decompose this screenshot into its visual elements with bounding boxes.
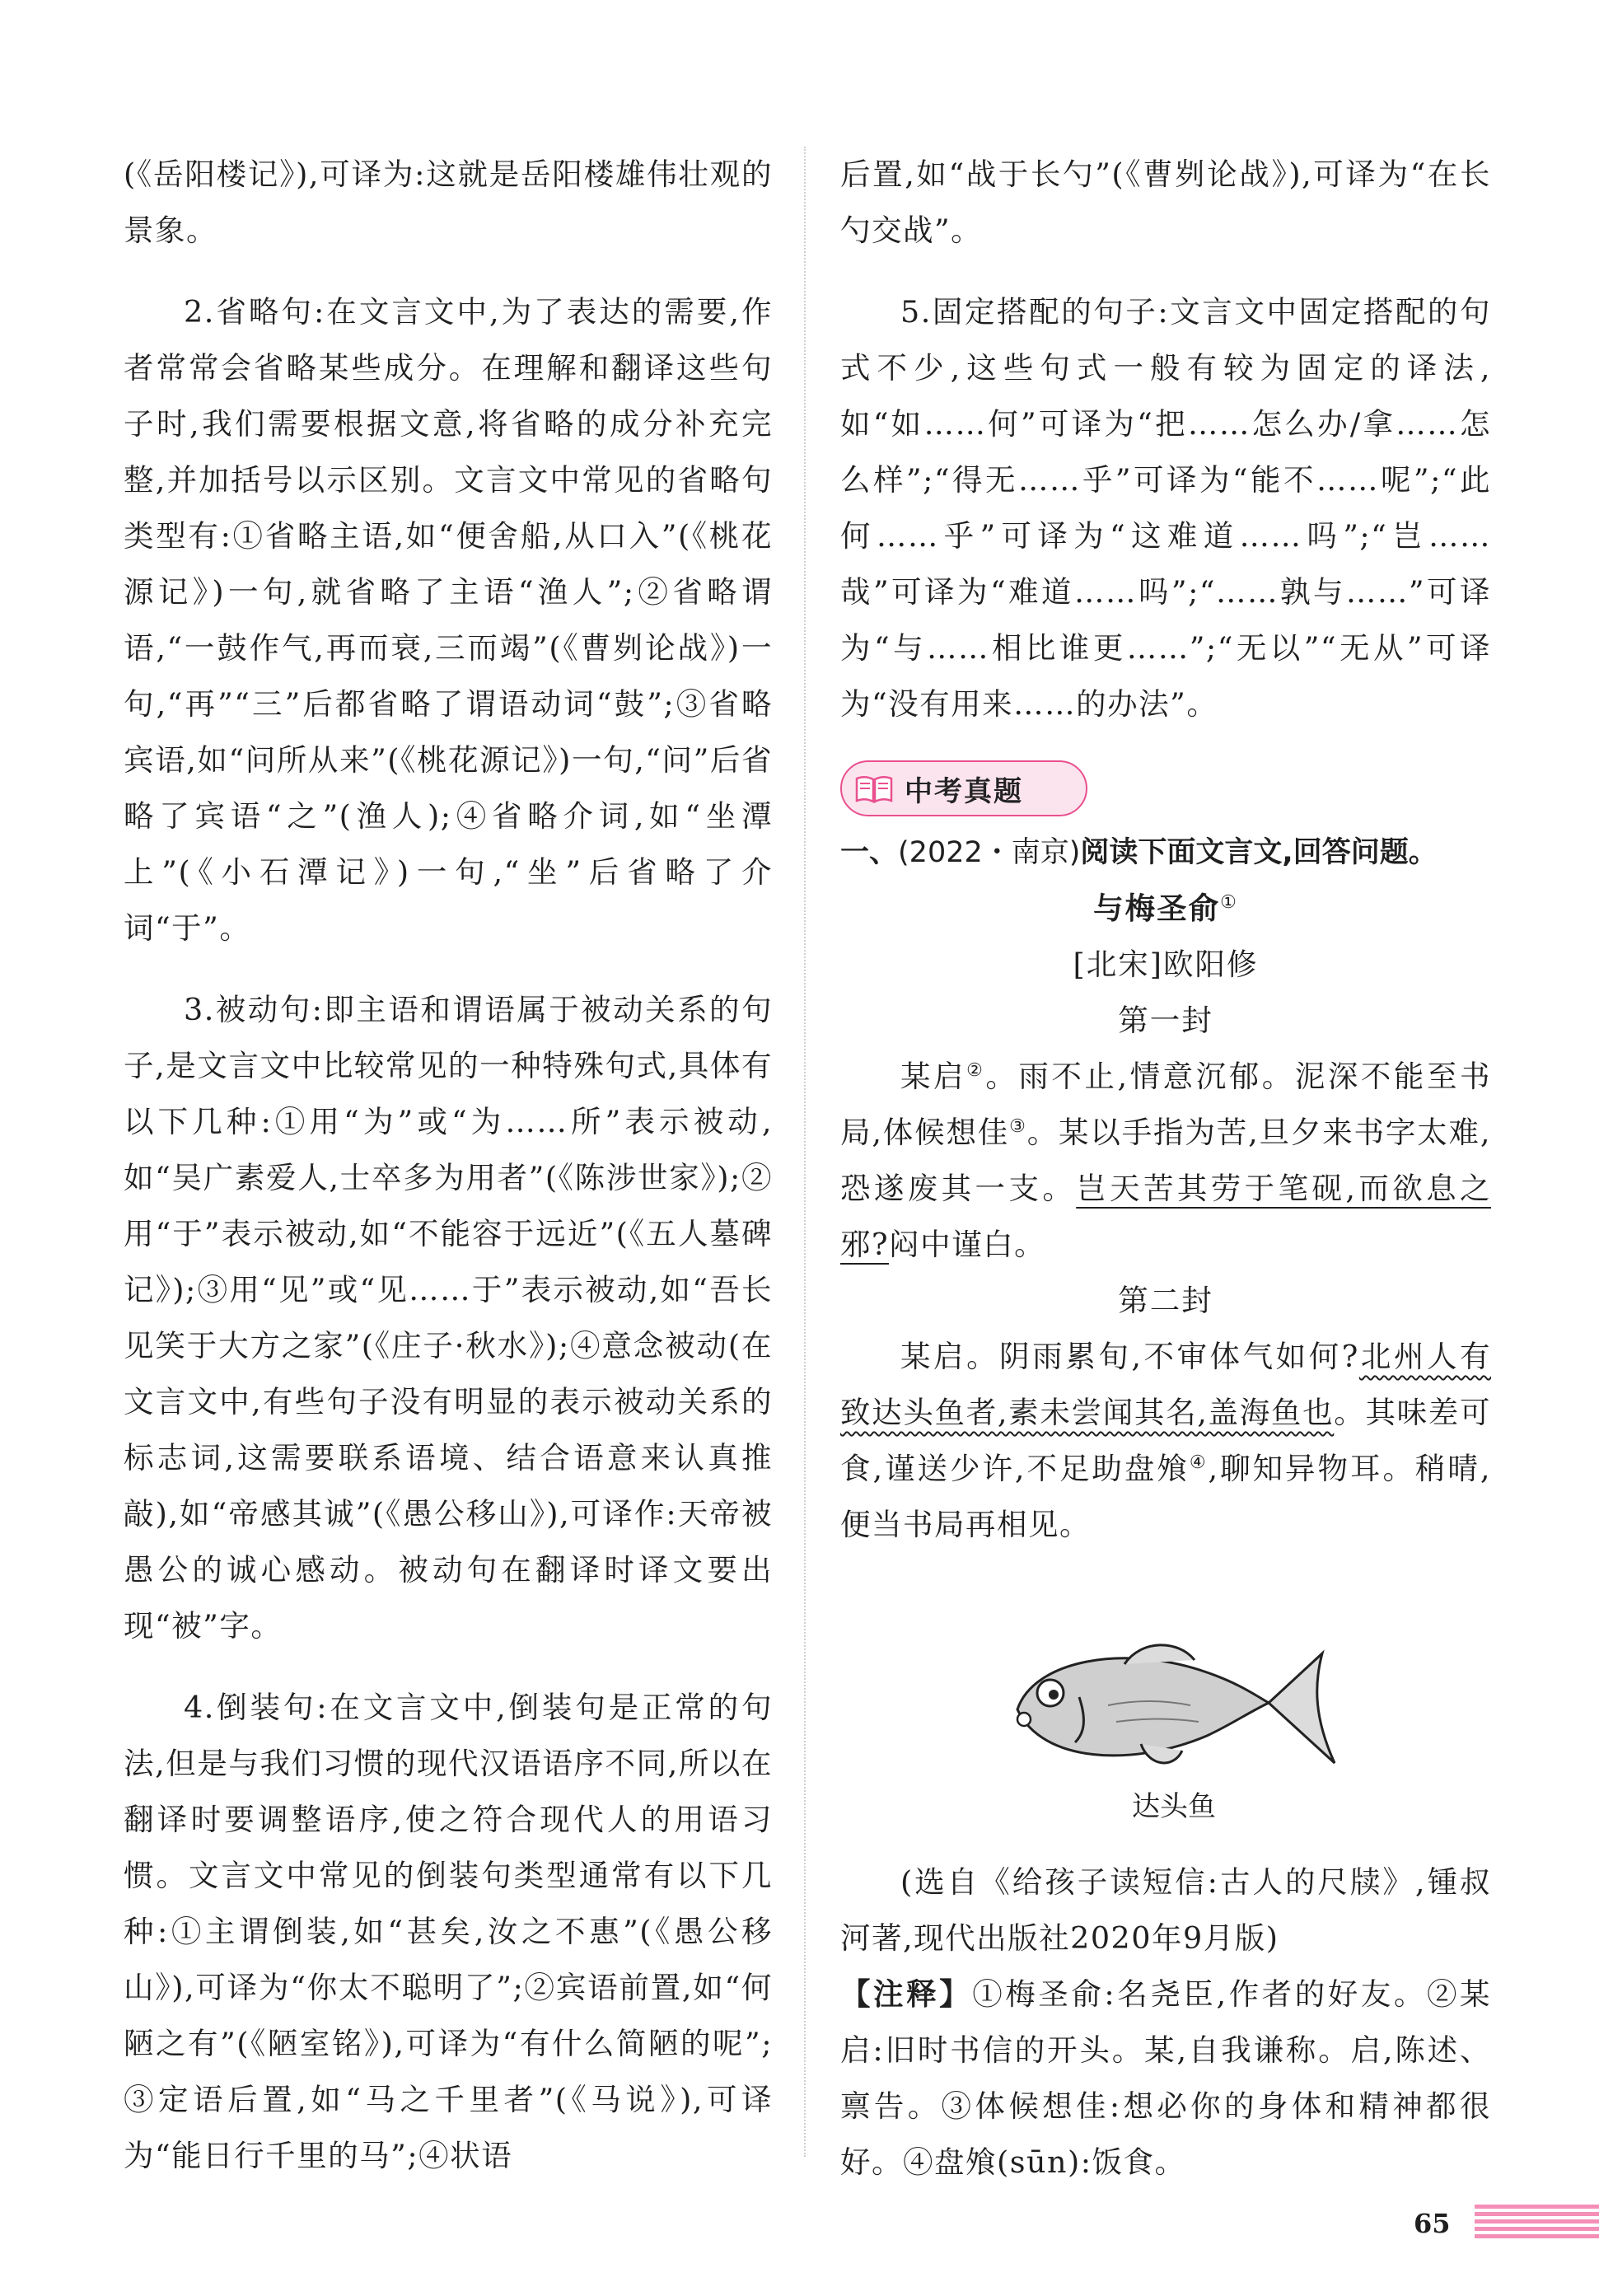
letter-one-part: 某启 xyxy=(900,1059,967,1094)
paragraph-fixed-collocations: 5.固定搭配的句子:文言文中固定搭配的句式不少,这些句式一般有较为固定的译法,如“如……何”可译为“把……怎么办/拿……怎么样”;“得无……乎”可译为“能不……呢”;“此何……乎”可译为“这难道……吗”;“岂……哉”可译为“难道……吗”;“……孰与……”可译为“与……相比谁更……”;“无以”“无从”可译为“没有用来……的办法”。 xyxy=(840,294,1491,722)
right-column xyxy=(840,147,1491,2191)
underlined-sentence: 岂天苦其劳于笔砚,而欲息之邪? xyxy=(840,1171,1492,1262)
figure-caption: 达头鱼 xyxy=(1132,1790,1216,1823)
letter-two-part: ,聊知异物耳。稍晴,便当书局再相见。 xyxy=(840,1451,1491,1542)
paragraph-inverted-sentences: 4.倒装句:在文言文中,倒装句是正常的句法,但是与我们习惯的现代汉语语序不同,所以在翻译时要调整语序,使之符合现代人的用语习惯。文言文中常见的倒装句类型通常有以下几种:①主谓倒装,如“甚矣,汝之不惠”(《愚公移山》),可译为“你太不聪明了”;②宾语前置,如“何陋之有”(《陋室铭》),可译为“有什么简陋的呢”;③定语后置,如“马之千里者”(《马说》),可译为“能日行千里的马”;④状语 xyxy=(124,1690,773,2173)
datou-fish-illustration xyxy=(984,1627,1347,1784)
paragraph-yueyanglou-example: (《岳阳楼记》),可译为:这就是岳阳楼雄伟壮观的景象。 xyxy=(124,157,773,248)
letter-one-part: 闷中谨白。 xyxy=(889,1227,1046,1262)
question-instruction: 阅读下面文言文,回答问题。 xyxy=(1080,836,1438,869)
letter-one-part: 。某以手指为苦,旦夕来书字太难,恐遂废其一支。 xyxy=(840,1115,1491,1206)
letter-one-part: 。雨不止,情意沉郁。泥深不能至书局,体候想佳 xyxy=(840,1059,1491,1150)
annotation-block xyxy=(840,1966,1491,2191)
page-corner-stripes xyxy=(1475,2201,1599,2241)
poem-title-line xyxy=(840,881,1491,937)
section-banner-title: 中考真题 xyxy=(905,774,1023,808)
wavy-underlined-sentence: 北州人有致达头鱼者,素未尝闻其名,盖海鱼也 xyxy=(840,1339,1492,1430)
footnote-marker: ② xyxy=(966,1059,986,1081)
annotation-text: ①梅圣俞:名尧臣,作者的好友。②某启:旧时书信的开头。某,自我谦称。启,陈述、禀告。③体候想佳:想必你的身体和精神都很好。④盘飧(sūn):饭食。 xyxy=(840,1976,1491,2180)
letter-one-title: 第一封 xyxy=(1118,1003,1213,1038)
column-divider xyxy=(804,147,806,2157)
question-source: (2022・南京) xyxy=(898,836,1081,869)
question-number: 一、 xyxy=(840,836,899,869)
open-book-icon xyxy=(853,772,895,805)
letter-two-text xyxy=(840,1329,1491,1553)
paragraph-adverbial-postposition: 后置,如“战于长勺”(《曹刿论战》),可译为“在长勺交战”。 xyxy=(840,157,1491,248)
letter-two-part: 。其味差可食,谨送少许,不足助盘飧 xyxy=(840,1395,1491,1486)
poem-author: [北宋]欧阳修 xyxy=(1073,947,1259,982)
letter-two-title: 第二封 xyxy=(1118,1283,1213,1318)
left-column xyxy=(124,147,773,2184)
letter-two-part: 某启。阴雨累旬,不审体气如何? xyxy=(900,1339,1359,1374)
section-banner xyxy=(840,760,1087,816)
question-heading xyxy=(840,825,1491,881)
source-note: (选自《给孩子读短信:古人的尺牍》,锺叔河著,现代出版社2020年9月版) xyxy=(840,1864,1491,1956)
footnote-marker: ③ xyxy=(1009,1115,1027,1137)
annotation-label: 【注释】 xyxy=(840,1976,973,2012)
page-number: 65 xyxy=(1414,2208,1451,2239)
letter-one-text xyxy=(840,1049,1491,1273)
poem-title: 与梅圣俞 xyxy=(1093,891,1221,926)
paragraph-passive-sentences: 3.被动句:即主语和谓语属于被动关系的句子,是文言文中比较常见的一种特殊句式,具体有以下几种:①用“为”或“为……所”表示被动,如“吴广素爱人,士卒多为用者”(《陈涉世家》);②用“于”表示被动,如“不能容于远近”(《五人墓碑记》);③用“见”或“见……于”表示被动,如“吾长见笑于大方之家”(《庄子·秋水》);④意念被动(在文言文中,有些句子没有明显的表示被动关系的标志词,这需要联系语境、结合语意来认真推敲),如“帝感其诚”(《愚公移山》),可译作:天帝被愚公的诚心感动。被动句在翻译时译文要出现“被”字。 xyxy=(124,992,773,1644)
footnote-marker: ① xyxy=(1220,891,1238,913)
paragraph-omission-sentences: 2.省略句:在文言文中,为了表达的需要,作者常常会省略某些成分。在理解和翻译这些句子时,我们需要根据文意,将省略的成分补充完整,并加括号以示区别。文言文中常见的省略句类型有:①省略主语,如“便舍船,从口入”(《桃花源记》)一句,就省略了主语“渔人”;②省略谓语,“一鼓作气,再而衰,三而竭”(《曹刿论战》)一句,“再”“三”后都省略了谓语动词“鼓”;③省略宾语,如“问所从来”(《桃花源记》)一句,“问”后省略了宾语“之”(渔人);④省略介词,如“坐潭上”(《小石潭记》)一句,“坐”后省略了介词“于”。 xyxy=(124,294,773,946)
footnote-marker: ④ xyxy=(1189,1452,1209,1473)
